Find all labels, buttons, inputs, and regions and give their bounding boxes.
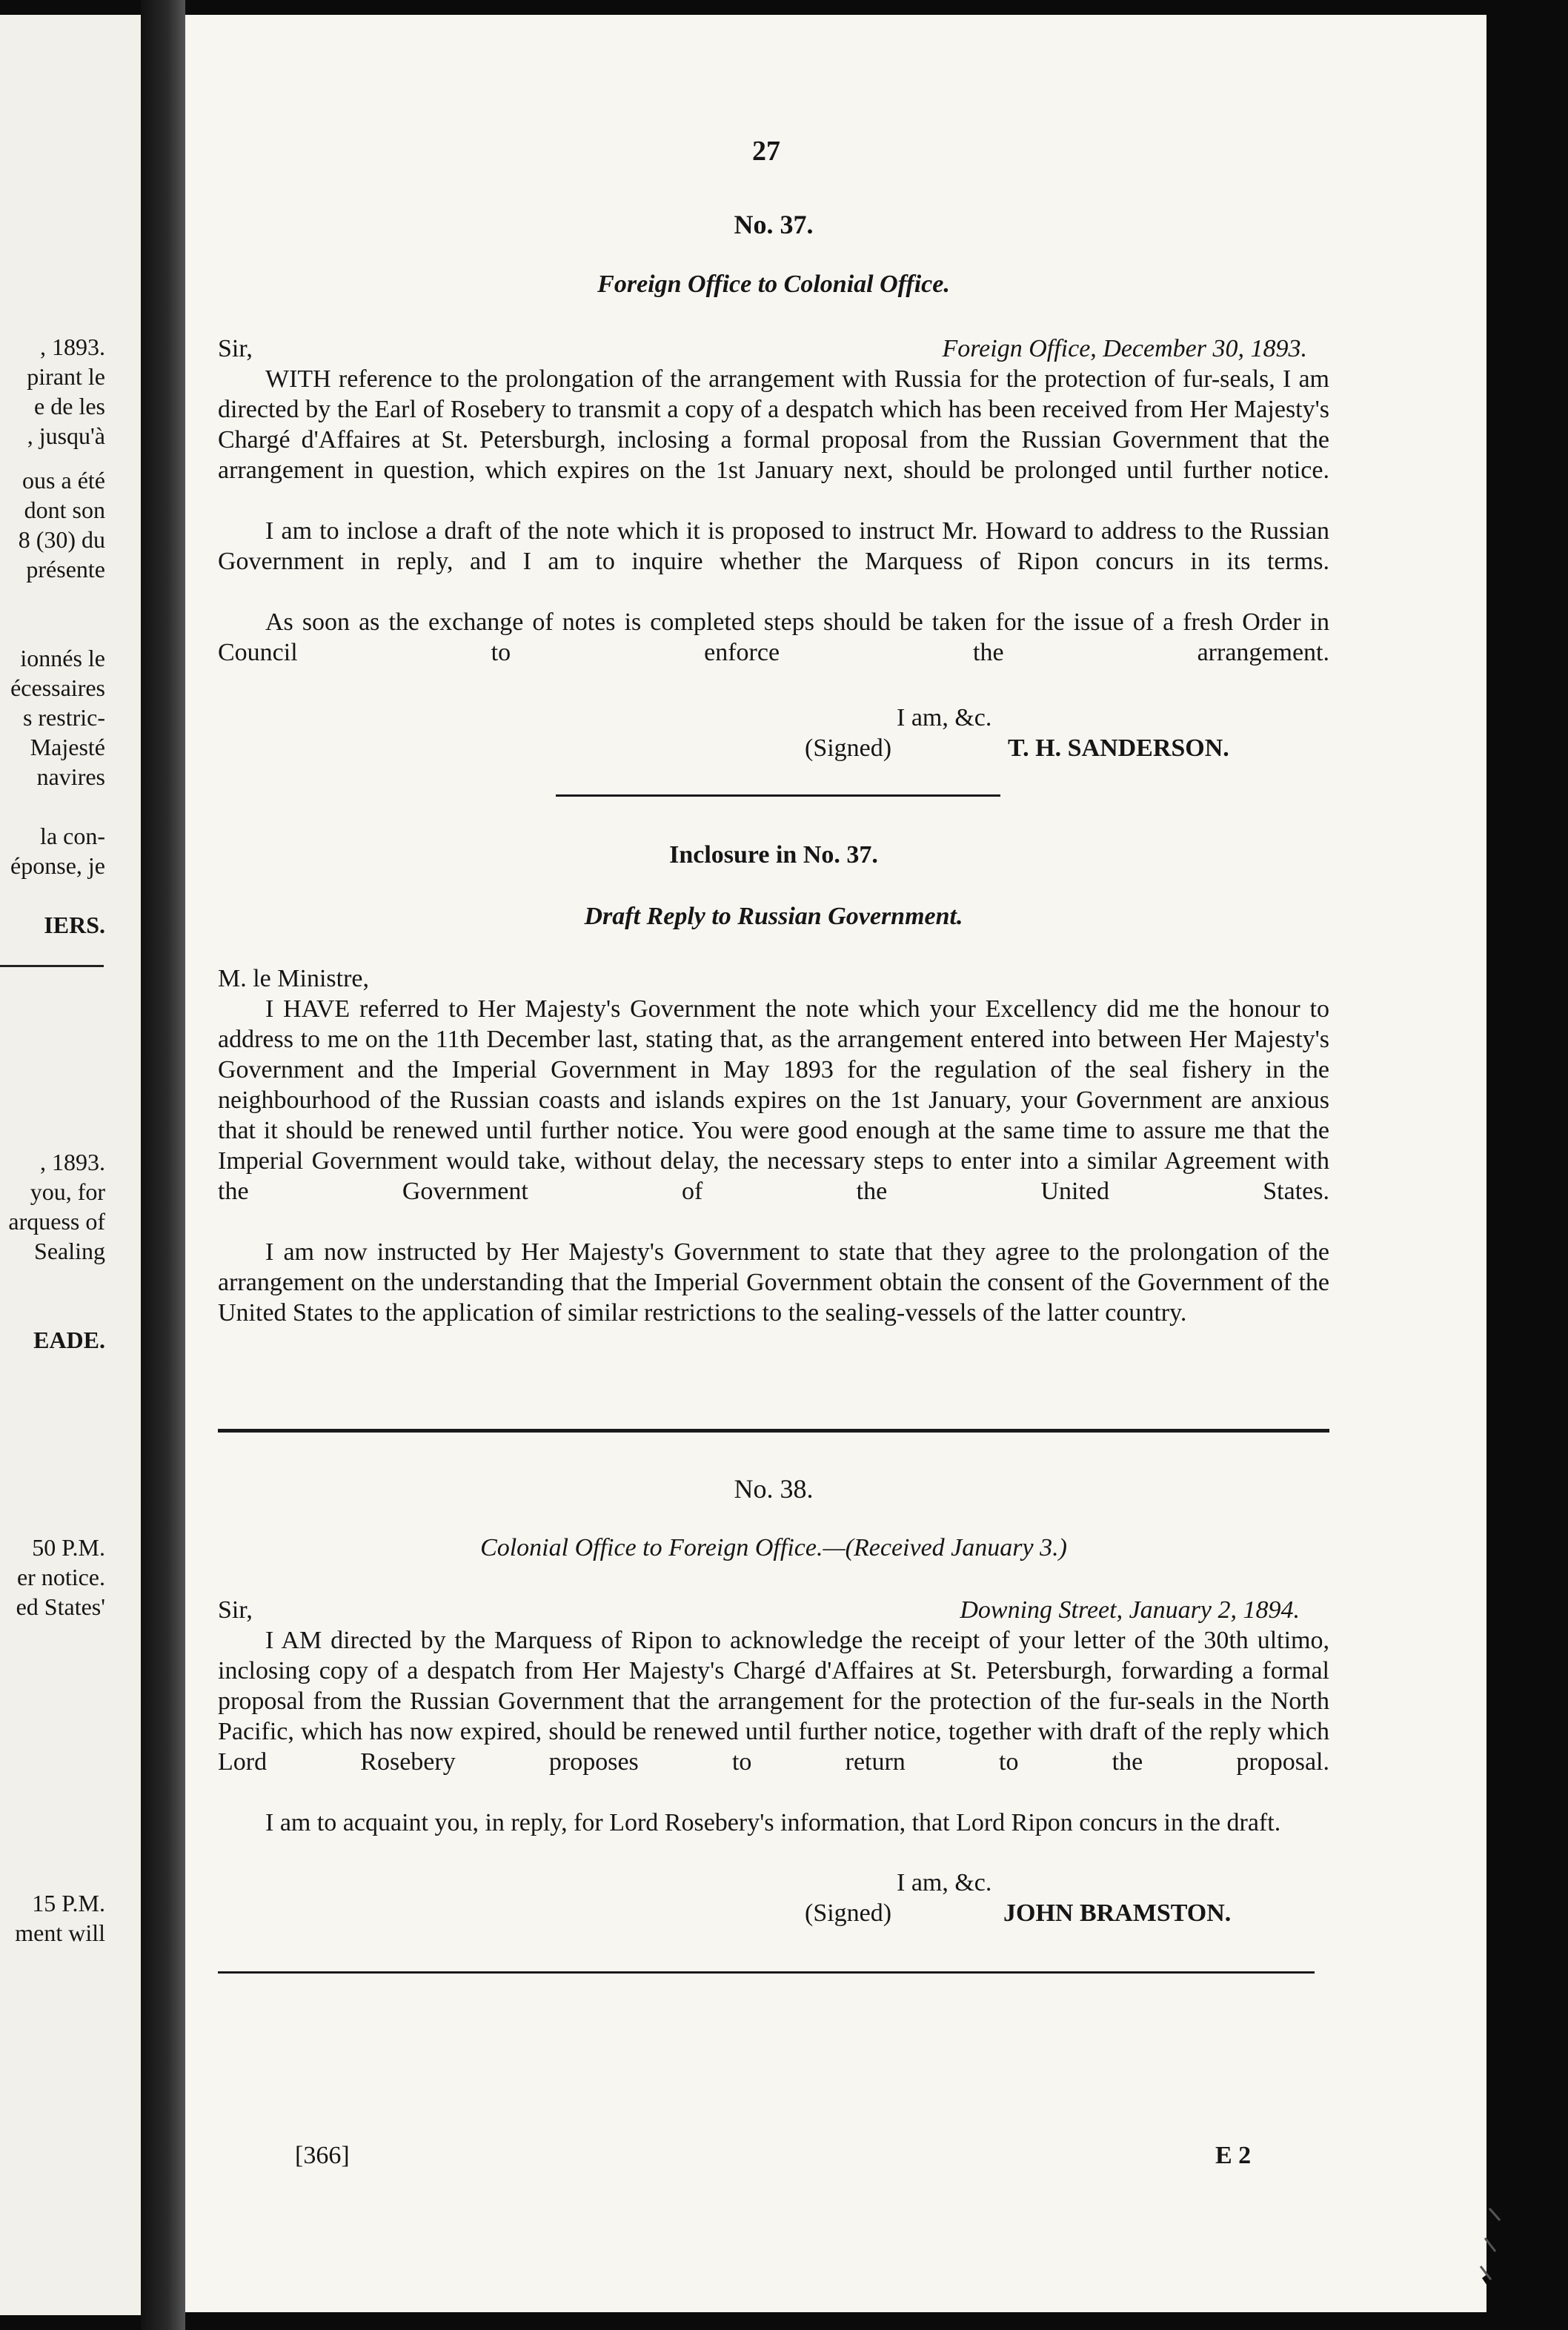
doc37-paragraph-1: WITH reference to the prolongation of the arrangement with Russia for the protection of fur-seals, I am directed by the Earl of Rosebery to transmit a copy of a despatch which has been received from Her Majesty's Chargé d'Affaires at St. Petersburgh, inclosing a formal proposal from the Russian Government that the arrangement in question, which expires on the 1st January next, should be prolonged until further notice. (218, 365, 1329, 484)
facing-page-line: Majesté (30, 734, 105, 760)
facing-page-line: arquess of (8, 1208, 105, 1235)
doc37-paragraph-3: As soon as the exchange of notes is completed steps should be taken for the issue of a fresh Order in Council to enforce the arrangement. (218, 608, 1329, 666)
doc38-signatory: JOHN BRAMSTON. (1003, 1899, 1232, 1927)
facing-page-line: présente (26, 556, 105, 582)
inclosure-heading: Draft Reply to Russian Government. (584, 903, 963, 930)
doc37-heading: Foreign Office to Colonial Office. (597, 270, 950, 298)
doc38-body (218, 1595, 1329, 1838)
doc38-heading-received: —(Received January 3.) (823, 1534, 1067, 1561)
print-reference: [366] (295, 2142, 350, 2169)
doc38-number: No. 38. (734, 1474, 814, 1504)
doc37-closing: I am, &c. (897, 704, 992, 731)
page-number: 27 (752, 136, 780, 167)
facing-page-line: 50 P.M. (32, 1534, 105, 1561)
inclosure-body (218, 963, 1329, 1328)
section-divider (556, 794, 1000, 797)
facing-page-line: 15 P.M. (32, 1890, 105, 1916)
doc37-salutation: Sir, (218, 335, 253, 362)
facing-page-line: ionnés le (20, 645, 105, 671)
doc38-heading-main: Colonial Office to Foreign Office. (480, 1534, 823, 1561)
facing-page-line: 8 (30) du (18, 526, 105, 553)
facing-page-line: éponse, je (10, 852, 105, 879)
facing-page-fragment (0, 15, 141, 2315)
inclosure-paragraph-1: I HAVE referred to Her Majesty's Government the note which your Excellency did me the honour to address to me on the 11th December last, stating that, as the arrangement entered into between Her Majesty's Government and the Imperial Government in May 1893 for the regulation of the seal fishery in the neighbourhood of the Russian coasts and islands expires on the 1st January, your Government are anxious that it should be renewed until further notice. You were good enough at the same time to assure me that the Imperial Government would take, without delay, the necessary steps to enter into a similar Agreement with the Government of the United States. (218, 995, 1329, 1205)
inclosure-salutation: M. le Ministre, (218, 965, 369, 992)
facing-page-line: ous a été (22, 467, 105, 494)
facing-page-line: IERS. (44, 912, 105, 938)
facing-page-line: navires (36, 763, 105, 790)
facing-page-line: ment will (15, 1919, 105, 1946)
doc37-paragraph-2: I am to inclose a draft of the note which it is proposed to instruct Mr. Howard to address to the Russian Government in reply, and I am to inquire whether the Marquess of Ripon concurs in its terms. (218, 517, 1329, 575)
doc38-signed: (Signed) (805, 1899, 892, 1927)
facing-page-line: er notice. (16, 1564, 105, 1590)
page-edge-wear (1460, 2186, 1512, 2297)
facing-page-line: e de les (34, 393, 105, 419)
doc37-body (218, 333, 1329, 698)
doc37-signed: (Signed) (805, 734, 892, 762)
signature-mark: E 2 (1215, 2142, 1252, 2169)
doc38-paragraph-2: I am to acquaint you, in reply, for Lord Rosebery's information, that Lord Ripon concurs in the draft. (265, 1809, 1281, 1836)
footer-rule (218, 1971, 1315, 1974)
document-page (185, 15, 1486, 2312)
facing-page-line: EADE. (33, 1327, 105, 1353)
doc38-salutation: Sir, (218, 1596, 253, 1624)
doc37-signatory: T. H. SANDERSON. (1008, 734, 1229, 762)
facing-page-line: la con- (40, 823, 105, 849)
section-divider (218, 1429, 1329, 1433)
doc37-dateline: Foreign Office, December 30, 1893. (942, 335, 1307, 362)
facing-page-line: écessaires (10, 674, 105, 701)
facing-page-line: , jusqu'à (27, 422, 105, 449)
facing-page-line: s restric- (22, 704, 105, 731)
doc37-number: No. 37. (734, 210, 814, 239)
doc38-paragraph-1: I AM directed by the Marquess of Ripon to acknowledge the receipt of your letter of the 30th ultimo, inclosing copy of a despatch from Her Majesty's Chargé d'Affaires at St. Petersburgh, forwarding a formal proposal from the Russian Government that the arrangement for the protection of the fur-seals in the North Pacific, which has now expired, should be renewed until further notice, together with draft of the reply which Lord Rosebery proposes to return to the proposal. (218, 1627, 1329, 1776)
facing-page-line: Sealing (34, 1238, 105, 1264)
facing-page-line: , 1893. (40, 1149, 105, 1175)
doc38-heading (218, 1534, 1329, 1562)
book-gutter (141, 0, 185, 2330)
facing-page-line: , 1893. (40, 333, 105, 360)
inclosure-paragraph-2: I am now instructed by Her Majesty's Government to state that they agree to the prolongation of the arrangement on the understanding that the Imperial Government obtain the consent of the Government of the United States to the application of similar restrictions to the sealing-vessels of the latter country. (218, 1238, 1329, 1327)
facing-page-line: you, for (30, 1178, 105, 1205)
facing-page-line: ed States' (16, 1593, 105, 1620)
facing-page-line: dont son (24, 497, 105, 523)
facing-page-line: pirant le (27, 363, 105, 390)
doc38-closing: I am, &c. (897, 1869, 992, 1896)
inclosure-title: Inclosure in No. 37. (669, 841, 878, 869)
doc38-dateline: Downing Street, January 2, 1894. (960, 1596, 1300, 1624)
facing-page-rule (0, 965, 104, 967)
